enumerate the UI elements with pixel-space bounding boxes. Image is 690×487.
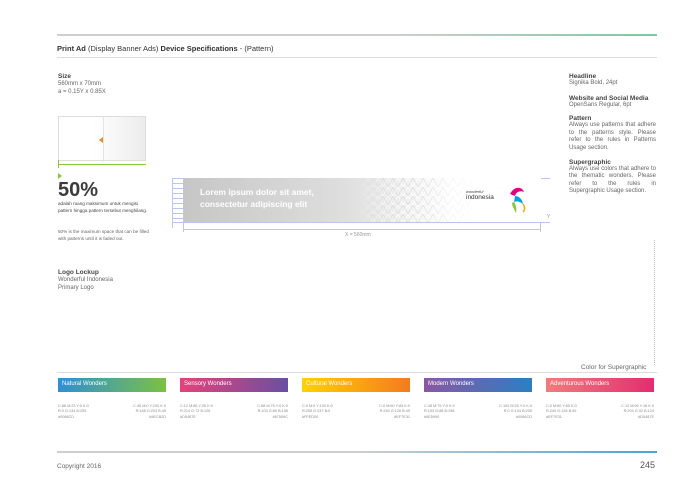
size-formula: a = 0.15Y x 0.85X <box>58 89 106 95</box>
banner-headline-line-1: Lorem ipsum dolor sit amet, <box>200 187 314 197</box>
percent-value: 50% <box>58 179 99 201</box>
banner-headline <box>200 186 314 210</box>
swatch-color-code-left: C:0 M:0 Y:100 K:0 R:255 G:237 B:0 #FFED00 <box>302 404 333 419</box>
logo-lockup-label: Logo Lockup <box>58 269 99 276</box>
dimension-tick-right <box>540 226 541 232</box>
swatch-color-code-left: C:12 M:86 Y:26 K:0 R:214 G:72 B:126 #D5487E <box>180 404 213 419</box>
grid-line <box>172 222 550 223</box>
garuda-bird-icon <box>506 184 528 214</box>
logo-word-indonesia: indonesia <box>466 194 494 201</box>
page-title <box>57 44 274 53</box>
grid-line <box>172 218 183 219</box>
batik-pattern-graphic <box>363 178 473 222</box>
grid-line <box>172 203 183 204</box>
supergraphic-spec-value: Always use colors that adhere to the thematic wonders. Please refer to the rules in Supergraphic Usage section. <box>569 165 656 195</box>
headline-spec-value: Signika Bold, 24pt <box>569 80 618 86</box>
grid-line <box>172 193 183 194</box>
supergraphic-spec-label: Supergraphic <box>569 158 611 166</box>
swatch-color-code-right: C:68 M:75 Y:0 K:0 R:103 G:80 B:156 #67509C <box>257 404 288 419</box>
orange-marker-icon <box>99 137 103 143</box>
title-part-display: (Display Banner Ads) <box>87 44 159 53</box>
dimension-tick-left <box>183 226 184 232</box>
grid-line <box>172 213 183 214</box>
grid-line <box>172 183 183 184</box>
bottom-rule <box>57 451 657 453</box>
web-spec-value: OpenSans Regular, 6pt <box>569 101 632 108</box>
banner-ad-mockup <box>183 178 541 222</box>
swatch-color-code-left: C:88 M:23 Y:0 K:0 R:0 G:134 B:205 #0086CD <box>58 404 89 419</box>
top-rule <box>57 34 657 36</box>
pattern-spec-label: Pattern <box>569 115 592 123</box>
logo-lockup-name: Wonderful Indonesia <box>58 277 113 283</box>
grid-line <box>172 188 183 189</box>
banner-headline-line-2: consectetur adipiscing elit <box>200 199 308 209</box>
grid-line <box>172 178 173 228</box>
supergraphic-rule <box>57 372 657 373</box>
dimension-y-label: Y <box>547 214 551 220</box>
swatch-color-code-right: C:12 M:96 Y:16 K:0 R:204 G:32 B:124 #D5487E <box>621 404 654 419</box>
pattern-spec-value: Always use patterns that adhere to the patterns style. Please refer to the rules in Patterns Usage section. <box>569 122 656 151</box>
headline-spec-label: Headline <box>569 73 597 80</box>
title-rule <box>57 57 657 58</box>
swatch-color-code-left: C:48 M:75 Y:0 K:0 R:153 G:88 B:158 #9E5990 <box>424 404 455 419</box>
web-spec-label: Website and Social Media <box>569 94 649 102</box>
swatch-color-code-right: C:0 M:60 Y:85 K:0 R:240 G:126 B:49 #EF7E31 <box>379 404 410 419</box>
sample-green-tick <box>58 160 59 168</box>
page-number: 245 <box>640 460 656 470</box>
logo-lockup-spec <box>58 269 113 292</box>
supergraphic-title: Color for Supergraphic <box>581 364 647 371</box>
wonder-swatch: Cultural Wonders <box>302 378 410 392</box>
title-part-specs: Device Specifications <box>160 44 238 53</box>
fade-sample-box <box>58 116 146 161</box>
swatch-color-code-left: C:0 M:60 Y:65 K:0 R:240 G:128 B:49 #EF7E31 <box>546 404 577 419</box>
sample-midline <box>103 117 104 162</box>
title-part-print-ad: Print Ad <box>57 44 86 53</box>
wonder-swatch: Adventurous Wonders <box>546 378 654 392</box>
wonder-swatch: Sensory Wonders <box>180 378 288 392</box>
copyright-text: Copyright 2016 <box>57 463 102 470</box>
grid-line <box>172 208 183 209</box>
size-spec <box>58 73 106 96</box>
spacer <box>569 88 656 95</box>
swatch-color-code-right: C:45 M:0 Y:100 K:0 R:158 G:203 B:45 #9ECB2D <box>133 404 166 419</box>
percent-description-en: 50% is the maximum space that can be filled with patterns until it is faded out. <box>58 229 149 241</box>
title-part-pattern: - (Pattern) <box>239 44 274 53</box>
percent-description-id: adalah ruang maksimum untuk mengisi pattern hingga pattern tersebut menghilang. <box>58 201 148 213</box>
wonder-swatch: Natural Wonders <box>58 378 166 392</box>
dotted-guide-line <box>654 240 655 365</box>
size-label: Size <box>58 73 72 80</box>
logo-lockup-type: Primary Logo <box>58 285 94 291</box>
grid-line <box>172 198 183 199</box>
size-dimensions: 560mm x 70mm <box>58 81 102 87</box>
wonderful-indonesia-logo <box>466 186 528 214</box>
typography-specs <box>569 73 656 196</box>
dimension-x-label: X = 560mm <box>345 232 371 238</box>
wonder-swatch: Modern Wonders <box>424 378 532 392</box>
sample-green-rule <box>58 164 146 165</box>
swatch-color-code-right: C:100 M:25 Y:0 K:0 R:0 G:134 B:205 #0086CD <box>499 404 532 419</box>
logo-word-wonderful: wonderful <box>466 189 484 194</box>
dimension-line-x <box>183 229 541 230</box>
